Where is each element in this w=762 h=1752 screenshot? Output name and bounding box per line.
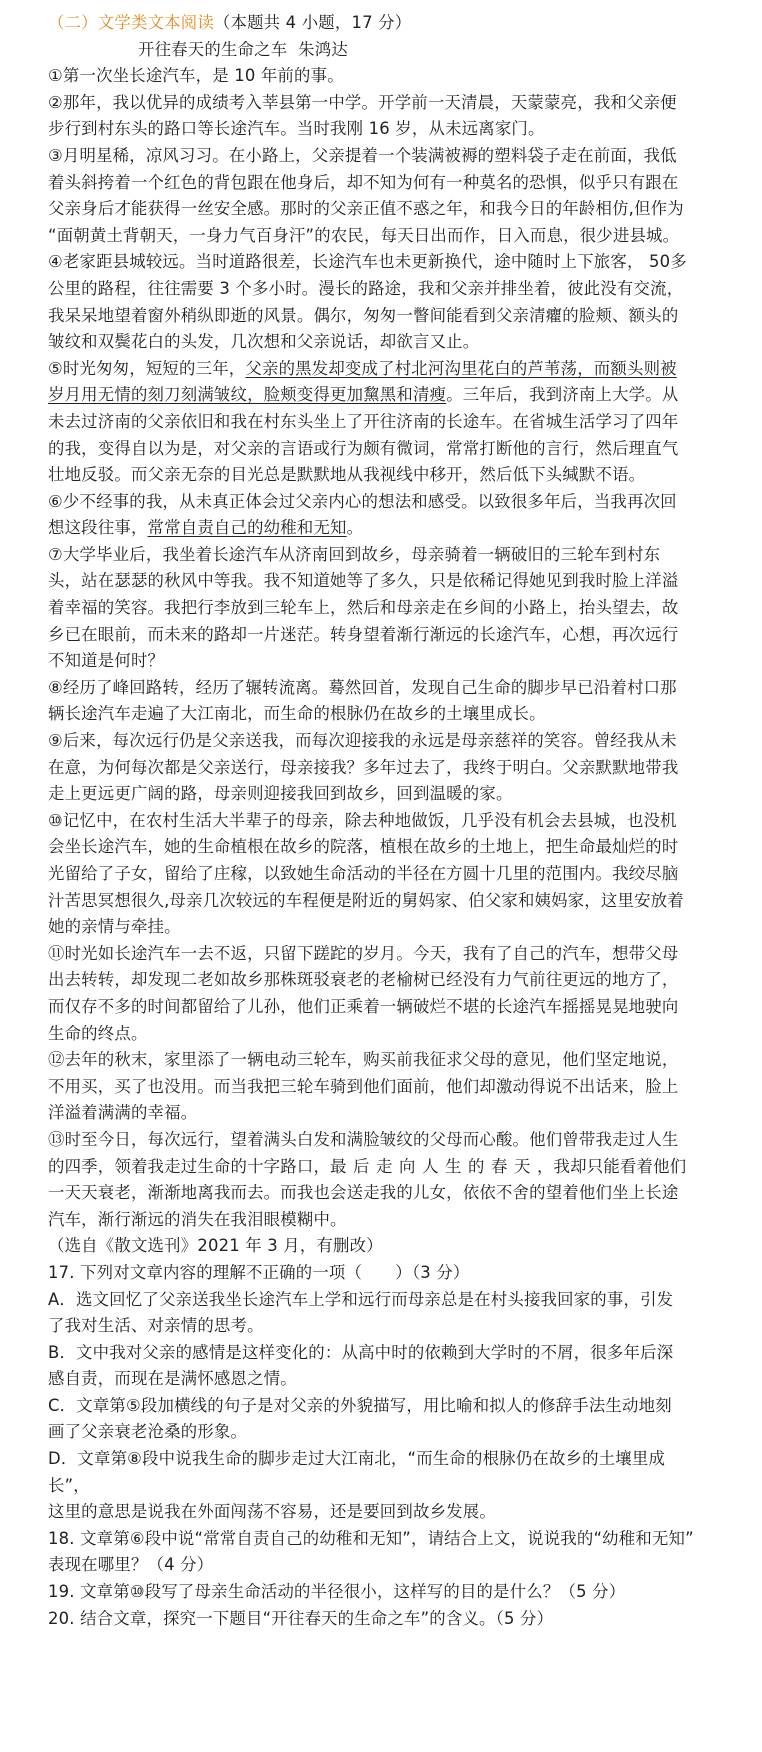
paragraph-3 [48,143,728,249]
option-d: 这里的意思是说我在外面闯荡不容易，还是要回到故乡发展。 [48,1502,496,1522]
underlined-sentence: 岁月用无情的刻刀刻满皱纹，脸颊变得更加黧黑和清瘦 [48,385,447,405]
text-line: ⑫去年的秋末，家里添了一辆电动三轮车，购买前我征求父母的意见，他们坚定地说， [48,1050,679,1070]
paragraph-11 [48,941,728,1047]
text-line: 的我，变得自以为是，对父亲的言语或行为颇有微词，常常打断他的言行，然后理直气 [48,438,679,458]
text-line [48,1154,728,1181]
text-line: ⑧经历了峰回路转，经历了辗转流离。蓦然回首，发现自己生命的脚步早已沿着村口那 [48,677,677,697]
option-d: D．文章第⑧段中说我生命的脚步走过大江南北，“而生命的根脉仍在故乡的土壤里成 [48,1449,666,1469]
paragraph-7 [48,542,728,675]
text-line: “面朝黄土背朝天，一身力气百身汗”的农民，每天日出而作，日入而息，很少进县城。 [48,225,680,245]
paragraph-8 [48,675,728,728]
paragraph-13 [48,1127,728,1233]
text-line: 辆长途汽车走遍了大江南北，而生命的根脉仍在故乡的土壤里成长。 [48,704,546,724]
paragraph-2 [48,90,728,143]
text-line: 她的亲情与牵挂。 [48,917,181,937]
text-span: 想这段往事， [48,518,148,538]
text-span: 最后走向人生的春天 [330,1156,537,1176]
text-line: 未去过济南的父亲依旧和我在村东头坐上了开往济南的长途车。在省城生活学习了四年 [48,411,679,431]
text-line: 汽车，渐行渐远的消失在我泪眼模糊中。 [48,1209,347,1229]
paragraph-1 [48,63,728,90]
text-line: 不知道是何时？ [48,651,165,671]
text-line: 头，站在瑟瑟的秋风中等我。我不知道她等了多久，只是依稀记得她见到我时脸上洋溢 [48,571,679,591]
text-line: 而仅存不多的时间都留给了儿孙，他们正乘着一辆破烂不堪的长途汽车摇摇晃晃地驶向 [48,996,679,1016]
option-c: C．文章第⑤段加横线的句子是对父亲的外貌描写，用比喻和拟人的修辞手法生动地刻 [48,1395,672,1415]
text-line: 着幸福的笑容。我把行李放到三轮车上，然后和母亲走在乡间的小路上，抬头望去，故 [48,598,679,618]
text-line: 公里的路程，往往需要 3 个多小时。漫长的路途，我和父亲并排坐着，彼此没有交流， [48,278,684,298]
article-author: 朱鸿达 [298,39,348,59]
paragraph-6 [48,489,728,542]
text-line: 乡已在眼前，而未来的路却一片迷茫。转身望着渐行渐远的长途汽车，心想，再次远行 [48,624,679,644]
underlined-sentence: 父亲的黑发却变成了村北河沟里花白的芦苇荡，而额头则被 [245,358,677,378]
text-line: 走上更远更广阔的路，母亲则迎接我回到故乡，回到温暖的家。 [48,784,513,804]
question-20: 20. 结合文章，探究一下题目“开往春天的生命之车”的含义。（5 分） [48,1608,554,1628]
article-title: 开往春天的生命之车 [138,39,288,59]
article-title-line [48,37,728,64]
text-line: 不用买，买了也没用。而当我把三轮车骑到他们面前，他们却激动得说不出话来，脸上 [48,1076,679,1096]
text-line: 在意，为何每次都是父亲送行，母亲接我？多年过去了，我终于明白。父亲默默地带我 [48,757,679,777]
paragraph-12 [48,1047,728,1127]
question-stem: 表现在哪里？（4 分） [48,1555,214,1575]
question-17 [48,1260,728,1526]
text-line [48,356,728,383]
text-line [48,382,728,409]
question-19: 19. 文章第⑩段写了母亲生命活动的半径很小，这样写的目的是什么？（5 分） [48,1582,626,1602]
text-line: 壮地反驳。而父亲无奈的目光总是默默地从我视线中移开，然后低下头缄默不语。 [48,465,646,485]
text-line: 光留给了子女，留给了庄稼，以致她生命活动的半径在方圆十几里的范围内。我绞尽脑 [48,864,679,883]
text-line: 汁苦思冥想很久,母亲几次较远的车程便是附近的舅妈家、伯父家和姨妈家，这里安放着 [48,890,684,910]
paragraph-4 [48,249,728,355]
question-18 [48,1526,728,1579]
section-heading [48,10,728,37]
option-b: B．文中我对父亲的感情是这样变化的：从高中时的依赖到大学时的不屑，很多年后深 [48,1342,674,1362]
text-span: 。 [346,518,364,538]
paragraph-5 [48,356,728,489]
text-line: 我呆呆地望着窗外稍纵即逝的风景。偶尔，匆匆一瞥间能看到父亲清癯的脸颊、额头的 [48,305,679,325]
text-span: 的四季，领着我走过生命的十字路口， [48,1156,331,1176]
text-line: ⑥少不经事的我，从未真正体会过父亲内心的想法和感受。以致很多年后，当我再次回 [48,491,677,511]
text-line: 洋溢着满满的幸福。 [48,1103,198,1123]
text-line: 会坐长途汽车，她的生命植根在故乡的院落，植根在故乡的土地上，把生命最灿烂的时 [48,837,679,857]
question-stem: 18. 文章第⑥段中说“常常自责自己的幼稚和无知”，请结合上文，说说我的“幼稚和无知” [48,1528,694,1548]
text-span: 。三年后，我到济南上大学。从 [446,385,679,405]
option-a: 了我对生活、对亲情的思考。 [48,1316,264,1336]
text-line: 步行到村东头的路口等长途汽车。当时我刚 16 岁，从未远离家门。 [48,119,545,139]
paragraph-9 [48,728,728,808]
text-line: ⑨后来，每次远行仍是父亲送我，而每次迎接我的永远是母亲慈祥的笑容。曾经我从未 [48,731,677,751]
text-line: 着头斜挎着一个红色的背包跟在他身后，却不知为何有一种莫名的恐惧，似乎只有跟在 [48,172,679,192]
text-span: ，我却只能看着他们 [536,1156,687,1176]
option-b: 感自责，而现在是满怀感恩之情。 [48,1369,297,1389]
text-line: 一天天衰老，渐渐地离我而去。而我也会送走我的儿女，依依不舍的望着他们坐上长途 [48,1183,679,1203]
question-stem: 17. 下列对文章内容的理解不正确的一项（ ）（3 分） [48,1262,470,1282]
source-note: （选自《散文选刊》2021 年 3 月，有删改） [48,1236,383,1256]
text-line: 出去转转，却发现二老如故乡那株斑驳衰老的老榆树已经没有力气前往更远的地方了， [48,970,679,990]
paragraph-10 [48,808,728,941]
option-a: A．选文回忆了父亲送我坐长途汽车上学和远行而母亲总是在村头接我回家的事，引发 [48,1289,674,1309]
text-line: ④老家距县城较远。当时道路很差，长途汽车也未更新换代，途中随时上下旅客， 50多 [48,252,687,272]
option-d: 长”， [48,1475,90,1495]
text-line: ①第一次坐长途汽车，是 10 年前的事。 [48,66,344,86]
underlined-sentence: 常常自责自己的幼稚和无知 [147,518,347,538]
text-span: ⑤时光匆匆，短短的三年， [48,358,246,378]
text-line: ⑪时光如长途汽车一去不返，只留下蹉跎的岁月。今天，我有了自己的汽车，想带父母 [48,943,679,963]
text-line: 父亲身后才能获得一丝安全感。那时的父亲正值不惑之年，和我今日的年龄相仿,但作为 [48,199,684,219]
text-line: ⑦大学毕业后，我坐着长途汽车从济南回到故乡，母亲骑着一辆破旧的三轮车到村东 [48,544,661,564]
section-label: （二）文学类文本阅读 [48,13,214,32]
text-line: ⑩记忆中，在农村生活大半辈子的母亲，除去种地做饭，几乎没有机会去县城，也没机 [48,810,677,830]
text-line: ②那年，我以优异的成绩考入莘县第一中学。开学前一天清晨，天蒙蒙亮，我和父亲便 [48,92,677,112]
text-line [48,515,728,542]
text-line: ⑬时至今日，每次远行，望着满头白发和满脸皱纹的父母而心酸。他们曾带我走过人生 [48,1129,679,1149]
option-c: 画了父亲衰老沧桑的形象。 [48,1422,248,1442]
text-line: ③月明星稀，凉风习习。在小路上，父亲提着一个装满被褥的塑料袋子走在前面，我低 [48,145,677,165]
text-line: 生命的终点。 [48,1023,148,1043]
section-meta: （本题共 4 小题，17 分） [213,13,412,32]
text-line: 皱纹和双鬓花白的头发，几次想和父亲说话，却欲言又止。 [48,332,480,352]
